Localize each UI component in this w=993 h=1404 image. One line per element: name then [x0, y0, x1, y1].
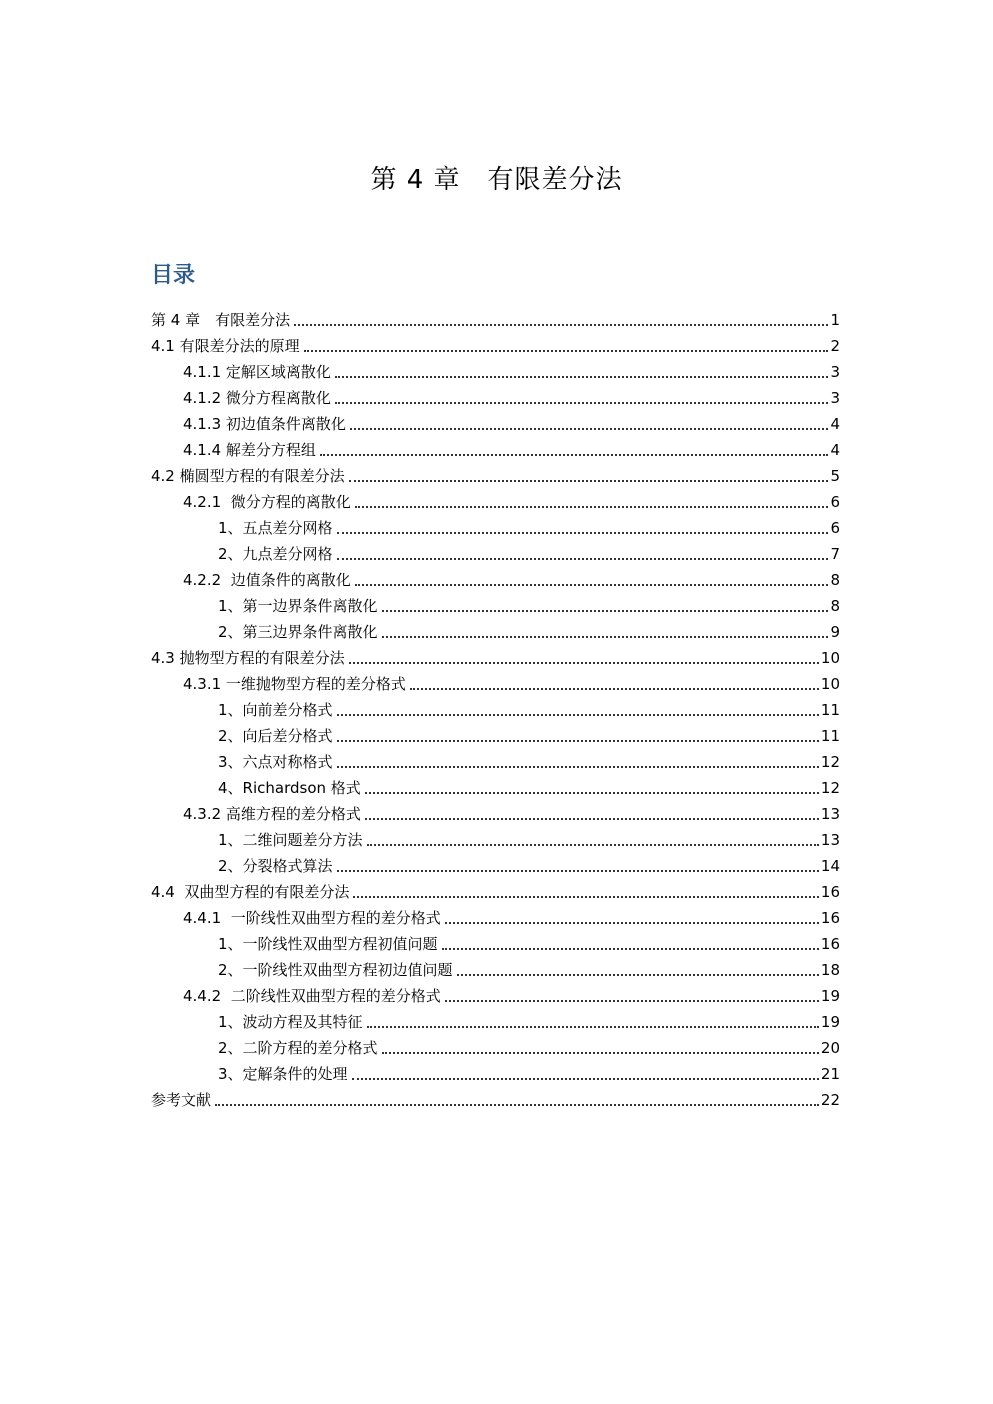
toc-entry[interactable] — [218, 772, 840, 798]
toc-leader-dots — [382, 636, 829, 638]
toc-entry-page: 16 — [820, 935, 840, 953]
toc-entry-label: 2、向后差分格式 — [218, 727, 333, 745]
toc-entry[interactable] — [218, 928, 840, 954]
toc-entry-label: 1、二维问题差分方法 — [218, 831, 363, 849]
toc-leader-dots — [335, 402, 829, 404]
toc-entry-label: 1、向前差分格式 — [218, 701, 333, 719]
toc-entry[interactable] — [218, 954, 840, 980]
toc-entry[interactable] — [183, 408, 840, 434]
toc-entry-page: 18 — [820, 961, 840, 979]
toc-entry-page: 8 — [830, 597, 840, 615]
toc-leader-dots — [294, 324, 828, 326]
toc-leader-dots — [349, 480, 829, 482]
toc-entry-page: 10 — [820, 675, 840, 693]
toc-entry[interactable] — [218, 694, 840, 720]
toc-entry-page: 19 — [820, 1013, 840, 1031]
toc-leader-dots — [445, 922, 819, 924]
toc-leader-dots — [382, 1052, 819, 1054]
toc-entry-page: 12 — [820, 753, 840, 771]
toc-entry-page: 7 — [830, 545, 840, 563]
toc-leader-dots — [445, 1000, 819, 1002]
toc-entry-page: 13 — [820, 805, 840, 823]
toc-entry-label: 3、定解条件的处理 — [218, 1065, 348, 1083]
toc-entry[interactable] — [183, 382, 840, 408]
toc-entry[interactable] — [218, 590, 840, 616]
toc-entry[interactable] — [151, 876, 840, 902]
toc-entry-label: 4.4.2 二阶线性双曲型方程的差分格式 — [183, 987, 441, 1005]
toc-entry-page: 12 — [820, 779, 840, 797]
toc-leader-dots — [337, 714, 819, 716]
toc-entry[interactable] — [183, 356, 840, 382]
toc-entry-page: 3 — [830, 389, 840, 407]
toc-leader-dots — [365, 818, 819, 820]
toc-entry-page: 4 — [830, 441, 840, 459]
toc-leader-dots — [410, 688, 819, 690]
toc-leader-dots — [335, 376, 829, 378]
toc-entry-label: 4.3.2 高维方程的差分格式 — [183, 805, 361, 823]
toc-entry-label: 4.3 抛物型方程的有限差分法 — [151, 649, 345, 667]
toc-leader-dots — [337, 558, 829, 560]
toc-entry-page: 13 — [820, 831, 840, 849]
toc-leader-dots — [367, 1026, 819, 1028]
toc-entry-page: 6 — [830, 519, 840, 537]
toc-entry[interactable] — [218, 1032, 840, 1058]
toc-entry[interactable] — [183, 980, 840, 1006]
toc-entry-page: 20 — [820, 1039, 840, 1057]
toc-leader-dots — [355, 506, 829, 508]
toc-entry-label: 1、一阶线性双曲型方程初值问题 — [218, 935, 438, 953]
toc-entry-page: 5 — [830, 467, 840, 485]
toc-entry-label: 2、二阶方程的差分格式 — [218, 1039, 378, 1057]
toc-entry-page: 4 — [830, 415, 840, 433]
toc-entry-page: 8 — [830, 571, 840, 589]
toc-entry-label: 3、六点对称格式 — [218, 753, 333, 771]
toc-leader-dots — [457, 974, 819, 976]
toc-entry-label: 4.1 有限差分法的原理 — [151, 337, 300, 355]
toc-entry[interactable] — [183, 434, 840, 460]
toc-entry-page: 1 — [830, 311, 840, 329]
toc-entry-label: 4.2 椭圆型方程的有限差分法 — [151, 467, 345, 485]
toc-entry-label: 2、九点差分网格 — [218, 545, 333, 563]
toc-entry[interactable] — [218, 850, 840, 876]
toc-leader-dots — [349, 662, 819, 664]
toc-entry[interactable] — [183, 668, 840, 694]
toc-entry-label: 4.1.3 初边值条件离散化 — [183, 415, 346, 433]
toc-entry[interactable] — [218, 720, 840, 746]
toc-entry[interactable] — [183, 564, 840, 590]
toc-entry-label: 1、波动方程及其特征 — [218, 1013, 363, 1031]
toc-entry[interactable] — [183, 902, 840, 928]
toc-entry-label: 4.1.4 解差分方程组 — [183, 441, 316, 459]
toc-entry-page: 11 — [820, 701, 840, 719]
toc-entry-label: 参考文献 — [151, 1091, 212, 1109]
toc-entry-page: 11 — [820, 727, 840, 745]
toc-entry[interactable] — [151, 330, 840, 356]
toc-leader-dots — [442, 948, 819, 950]
toc-entry-label: 4.2.1 微分方程的离散化 — [183, 493, 351, 511]
toc-entry-label: 4.2.2 边值条件的离散化 — [183, 571, 351, 589]
toc-entry[interactable] — [151, 642, 840, 668]
toc-leader-dots — [320, 454, 829, 456]
toc-entry[interactable] — [151, 304, 840, 330]
toc-entry-label: 1、第一边界条件离散化 — [218, 597, 378, 615]
toc-entry-label: 4.1.2 微分方程离散化 — [183, 389, 331, 407]
toc-entry[interactable] — [218, 616, 840, 642]
toc-entry-page: 2 — [830, 337, 840, 355]
toc-leader-dots — [337, 532, 829, 534]
toc-leader-dots — [304, 350, 829, 352]
toc-leader-dots — [367, 844, 819, 846]
toc-entry-label: 2、一阶线性双曲型方程初边值问题 — [218, 961, 453, 979]
toc-entry[interactable] — [183, 798, 840, 824]
toc-entry[interactable] — [218, 746, 840, 772]
toc-entry-label: 4.3.1 一维抛物型方程的差分格式 — [183, 675, 406, 693]
toc-entry-label: 4.4 双曲型方程的有限差分法 — [151, 883, 350, 901]
toc-entry-label: 第 4 章 有限差分法 — [151, 311, 291, 329]
toc-entry[interactable] — [151, 460, 840, 486]
toc-entry-page: 19 — [820, 987, 840, 1005]
toc-entry-page: 16 — [820, 909, 840, 927]
toc-entry-label: 4.4.1 一阶线性双曲型方程的差分格式 — [183, 909, 441, 927]
toc-leader-dots — [365, 792, 819, 794]
toc-leader-dots — [350, 428, 829, 430]
toc-entry[interactable] — [151, 1084, 840, 1110]
toc-heading: 目录 — [151, 263, 196, 288]
toc-entry[interactable] — [218, 1058, 840, 1084]
toc-leader-dots — [215, 1104, 819, 1106]
toc-entry[interactable] — [218, 1006, 840, 1032]
toc-entry-label: 2、分裂格式算法 — [218, 857, 333, 875]
toc-entry-label: 4、Richardson 格式 — [218, 779, 361, 797]
toc-entry-page: 10 — [820, 649, 840, 667]
toc-entry-page: 6 — [830, 493, 840, 511]
toc-entry[interactable] — [218, 538, 840, 564]
toc-entry-label: 2、第三边界条件离散化 — [218, 623, 378, 641]
chapter-title: 第 4 章 有限差分法 — [370, 165, 623, 195]
toc-entry-label: 4.1.1 定解区域离散化 — [183, 363, 331, 381]
toc-entry-page: 14 — [820, 857, 840, 875]
toc-entry[interactable] — [183, 486, 840, 512]
toc-leader-dots — [352, 1078, 819, 1080]
toc-leader-dots — [337, 740, 819, 742]
toc-entry-label: 1、五点差分网格 — [218, 519, 333, 537]
toc-entry[interactable] — [218, 512, 840, 538]
toc-leader-dots — [355, 584, 829, 586]
toc-leader-dots — [337, 766, 819, 768]
toc-entry-page: 21 — [820, 1065, 840, 1083]
toc-entry-page: 22 — [820, 1091, 840, 1109]
toc-leader-dots — [337, 870, 819, 872]
toc-leader-dots — [353, 896, 819, 898]
toc-entry-page: 9 — [830, 623, 840, 641]
toc-entry-page: 16 — [820, 883, 840, 901]
toc-entry-page: 3 — [830, 363, 840, 381]
toc-entry[interactable] — [218, 824, 840, 850]
toc-leader-dots — [382, 610, 829, 612]
